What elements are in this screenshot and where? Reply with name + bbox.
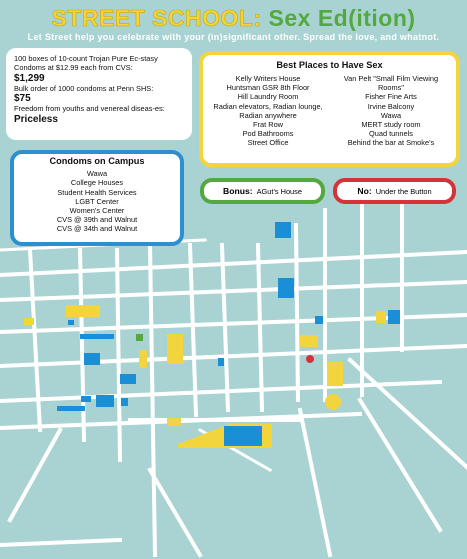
list-item: Radian elevators, Radian lounge, <box>213 101 323 111</box>
list-item: LGBT Center <box>75 196 119 206</box>
price-line-3: Freedom from youths and venereal diseas-es: Priceless <box>14 104 165 125</box>
list-item: Pod Bathrooms <box>242 129 294 139</box>
list-item: Radian anywhere <box>239 110 297 120</box>
list-item: Huntsman GSR 8th Floor <box>226 83 310 93</box>
condom-marker <box>57 406 85 411</box>
condom-marker <box>278 278 294 298</box>
price-value-2: $75 <box>14 93 31 105</box>
price-value-3: Priceless <box>14 113 58 125</box>
list-item: CVS @ 39th and Walnut <box>56 215 138 225</box>
place-marker <box>66 305 100 317</box>
list-item: Hill Laundry Room <box>237 92 299 102</box>
bonus-marker <box>136 334 143 341</box>
condom-marker <box>218 358 224 366</box>
no-label: No: <box>357 186 372 196</box>
list-item: Van Pelt "Small Film Viewing <box>343 74 439 83</box>
street-grid <box>0 205 467 555</box>
list-item: Fisher Fine Arts <box>365 92 417 102</box>
condom-marker <box>84 353 100 365</box>
list-item: Behind the bar at Smoke's <box>347 138 435 148</box>
list-item: CVS @ 34th and Walnut <box>56 224 138 234</box>
list-item: MERT study room <box>361 120 421 130</box>
place-marker <box>139 350 147 368</box>
place-marker <box>327 362 343 386</box>
list-item: Rooms" <box>377 83 404 93</box>
condom-marker <box>68 320 74 325</box>
price-line-2: Bulk order of 1000 condoms at Penn SHS: <box>14 83 154 93</box>
condom-marker <box>120 374 136 384</box>
best-places-heading: Best Places to Have Sex <box>276 60 383 70</box>
condom-marker <box>315 316 323 324</box>
condom-marker <box>224 426 262 446</box>
list-item: Frat Row <box>253 120 284 130</box>
no-value: Under the Button <box>375 186 432 196</box>
bonus-value: AGut's House <box>256 186 302 196</box>
no-badge <box>333 178 456 204</box>
condom-markers <box>57 222 400 446</box>
title-sex-edition: Sex Ed(ition) <box>268 5 416 31</box>
place-marker <box>24 318 34 325</box>
subtitle: Let Street help you celebrate with your (in)significant other. Spread the love, and whatnot. <box>27 32 440 42</box>
best-places-left-column <box>209 74 327 148</box>
list-item: Kelly Writers House <box>235 74 301 83</box>
condom-marker <box>388 310 400 324</box>
list-item: Irvine Balcony <box>367 101 415 111</box>
condoms-heading: Condoms on Campus <box>49 156 145 166</box>
page-title <box>0 5 467 31</box>
price-line-1: 100 boxes of 10-count Trojan Pure Ec-stasy Condoms at $12.99 each from CVS: <box>14 54 158 73</box>
best-places-right-column <box>332 74 450 148</box>
title-street-school: STREET SCHOOL: <box>51 5 262 31</box>
bonus-badge <box>200 178 325 204</box>
list-item: Women's Center <box>69 206 125 216</box>
condom-marker <box>80 334 114 339</box>
place-marker <box>167 418 181 426</box>
condom-marker <box>275 222 291 238</box>
price-value-1: $1,299 <box>14 72 45 84</box>
price-comparison-box <box>6 48 192 140</box>
list-item: College Houses <box>70 178 124 188</box>
condom-marker <box>121 398 128 406</box>
condom-marker <box>81 396 91 402</box>
place-marker <box>167 334 183 364</box>
list-item: Street Office <box>247 138 289 148</box>
condoms-on-campus-box <box>10 150 184 246</box>
list-item: Wawa <box>380 110 402 120</box>
place-marker <box>376 311 386 323</box>
place-marker <box>325 394 341 410</box>
condom-marker <box>96 395 114 407</box>
list-item: Wawa <box>86 169 108 179</box>
list-item: Quad tunnels <box>368 129 413 139</box>
list-item: Student Health Services <box>57 187 137 197</box>
bonus-label: Bonus: <box>223 186 253 196</box>
best-places-box <box>199 51 460 167</box>
no-marker <box>306 355 314 363</box>
place-marker <box>300 335 318 347</box>
